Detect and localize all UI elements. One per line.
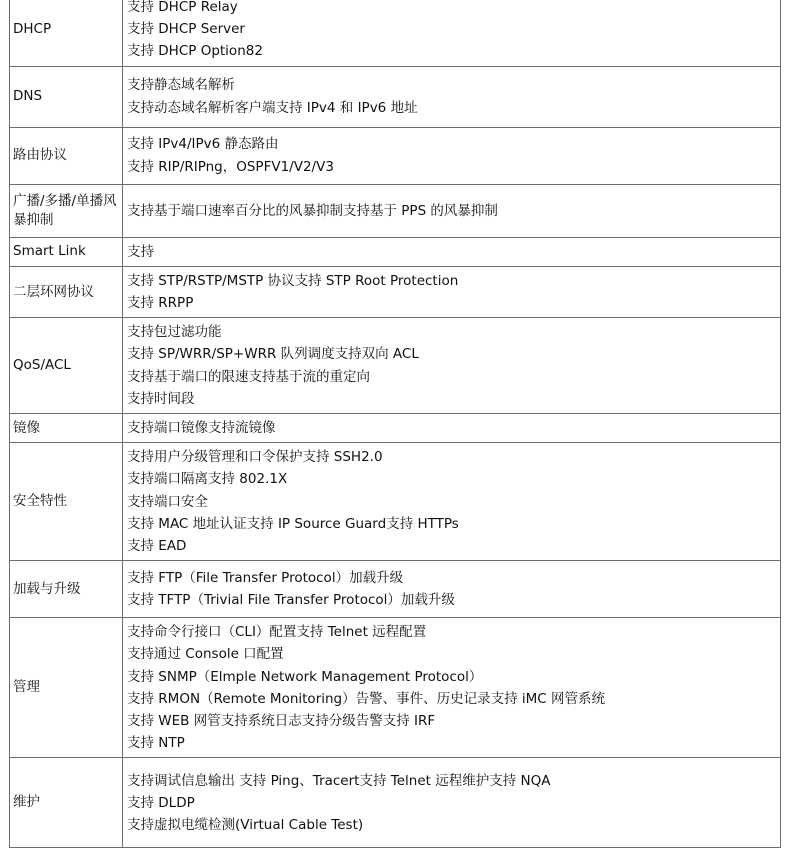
feature-detail-line: 支持通过 Console 口配置 (127, 646, 284, 663)
feature-detail-line: 支持虚拟电缆检测(Virtual Cable Test) (127, 817, 364, 834)
table-row (10, 561, 781, 618)
feature-detail-line: 支持时间段 (127, 390, 195, 407)
feature-detail-line: 支持 DLDP (127, 794, 195, 811)
spec-table (9, 0, 781, 848)
feature-detail-line: 支持 DHCP Server (127, 21, 245, 38)
feature-detail-line: 支持 WEB 网管支持系统日志支持分级告警支持 IRF (127, 713, 436, 730)
feature-name-cell (10, 237, 123, 266)
spec-table-body (10, 0, 781, 848)
feature-name-cell (10, 184, 123, 237)
feature-detail-line: 支持端口安全 (127, 493, 208, 510)
table-row (10, 127, 781, 184)
feature-detail-cell (123, 443, 781, 561)
feature-detail-line: 支持 IPv4/IPv6 静态路由 (127, 136, 279, 153)
feature-detail-line: 支持包过滤功能 (127, 324, 222, 341)
feature-detail-line: 支持 DHCP Option82 (127, 43, 263, 60)
feature-detail-line: 支持端口镜像支持流镜像 (127, 420, 276, 437)
table-row (10, 758, 781, 848)
feature-name: 管理 (13, 679, 40, 696)
feature-name: 二层环网协议 (13, 283, 94, 300)
feature-detail-line: 支持基于端口速率百分比的风暴抑制支持基于 PPS 的风暴抑制 (127, 202, 498, 219)
feature-name: 维护 (13, 794, 40, 811)
feature-detail-cell (123, 618, 781, 758)
feature-name: QoS/ACL (13, 357, 71, 374)
table-row (10, 618, 781, 758)
feature-detail-cell (123, 318, 781, 414)
feature-detail-line: 支持动态域名解析客户端支持 IPv4 和 IPv6 地址 (127, 99, 418, 116)
table-row (10, 0, 781, 66)
table-row (10, 318, 781, 414)
feature-detail-line: 支持命令行接口（CLI）配置支持 Telnet 远程配置 (127, 624, 427, 641)
feature-detail-line: 支持端口隔离支持 802.1X (127, 471, 288, 488)
feature-name-cell (10, 266, 123, 317)
table-row (10, 266, 781, 317)
feature-name-cell (10, 414, 123, 443)
feature-detail-line: 支持 DHCP Relay (127, 0, 238, 15)
table-row (10, 184, 781, 237)
feature-name: 加载与升级 (13, 580, 81, 597)
feature-detail-line: 支持 EAD (127, 538, 187, 555)
feature-name: 安全特性 (13, 493, 67, 510)
feature-detail-line: 支持 RRPP (127, 295, 194, 312)
feature-detail-line: 支持用户分级管理和口令保护支持 SSH2.0 (127, 449, 383, 466)
feature-name-cell (10, 561, 123, 618)
feature-name-cell (10, 443, 123, 561)
feature-name-cell (10, 66, 123, 127)
feature-detail-cell (123, 237, 781, 266)
feature-name-cell (10, 618, 123, 758)
feature-detail-line: 支持 (127, 243, 154, 260)
feature-detail-cell (123, 127, 781, 184)
feature-detail-cell (123, 758, 781, 848)
feature-detail-line: 支持静态域名解析 (127, 77, 235, 94)
feature-name-cell (10, 758, 123, 848)
feature-name-cell (10, 318, 123, 414)
feature-detail-line: 支持 STP/RSTP/MSTP 协议支持 STP Root Protection (127, 272, 459, 289)
table-row (10, 443, 781, 561)
feature-detail-line: 支持 MAC 地址认证支持 IP Source Guard支持 HTTPs (127, 515, 459, 532)
feature-name: 镜像 (13, 419, 40, 436)
feature-name: 路由协议 (13, 147, 67, 164)
feature-name-cell (10, 0, 123, 66)
feature-detail-line: 支持 RMON（Remote Monitoring）告警、事件、历史记录支持 iMC 网管系统 (127, 690, 606, 707)
table-row (10, 414, 781, 443)
feature-detail-cell (123, 0, 781, 66)
feature-detail-line: 支持 RIP/RIPng，OSPFV1/V2/V3 (127, 158, 334, 175)
feature-name: DNS (13, 88, 43, 105)
feature-detail-line: 支持基于端口的限速支持基于流的重定向 (127, 368, 370, 385)
feature-detail-cell (123, 414, 781, 443)
feature-name-cell (10, 127, 123, 184)
feature-detail-line: 支持 TFTP（Trivial File Transfer Protocol）加载升级 (127, 592, 455, 609)
table-row (10, 237, 781, 266)
feature-detail-line: 支持 FTP（File Transfer Protocol）加载升级 (127, 570, 404, 587)
feature-name: 广播/多播/单播风暴抑制 (13, 192, 117, 228)
feature-detail-cell (123, 66, 781, 127)
feature-detail-line: 支持调试信息输出 支持 Ping、Tracert支持 Telnet 远程维护支持 NQA (127, 772, 551, 789)
table-row (10, 66, 781, 127)
feature-detail-cell (123, 266, 781, 317)
feature-detail-cell (123, 184, 781, 237)
feature-detail-line: 支持 SNMP（Elmple Network Management Protocol） (127, 668, 483, 685)
feature-name: Smart Link (13, 243, 86, 260)
feature-name: DHCP (13, 20, 52, 37)
feature-detail-line: 支持 SP/WRR/SP+WRR 队列调度支持双向 ACL (127, 346, 419, 363)
feature-detail-line: 支持 NTP (127, 735, 185, 752)
feature-detail-cell (123, 561, 781, 618)
